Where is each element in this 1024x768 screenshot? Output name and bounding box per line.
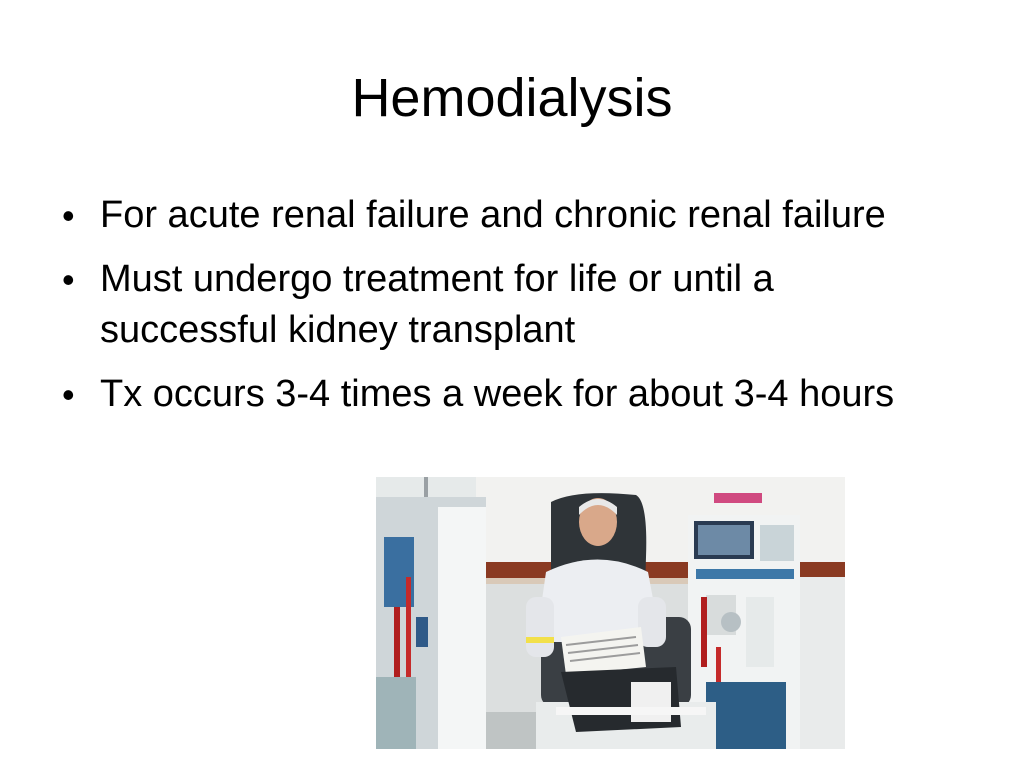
hemodialysis-patient-photo <box>376 477 845 749</box>
bullet-item <box>56 190 956 241</box>
bullet-icon: • <box>62 195 75 236</box>
photo-illustration <box>376 477 845 749</box>
bullet-text: Tx occurs 3-4 times a week for about 3-4 hours <box>100 373 895 415</box>
bullet-list <box>56 190 956 433</box>
bullet-text: Must undergo treatment for life or until a successful kidney transplant <box>100 258 774 351</box>
bullet-icon: • <box>62 374 75 415</box>
bullet-item <box>56 369 956 420</box>
bullet-item <box>56 254 956 356</box>
bullet-text: For acute renal failure and chronic renal failure <box>100 194 886 236</box>
slide-title: Hemodialysis <box>351 68 673 128</box>
bullet-icon: • <box>62 259 75 300</box>
